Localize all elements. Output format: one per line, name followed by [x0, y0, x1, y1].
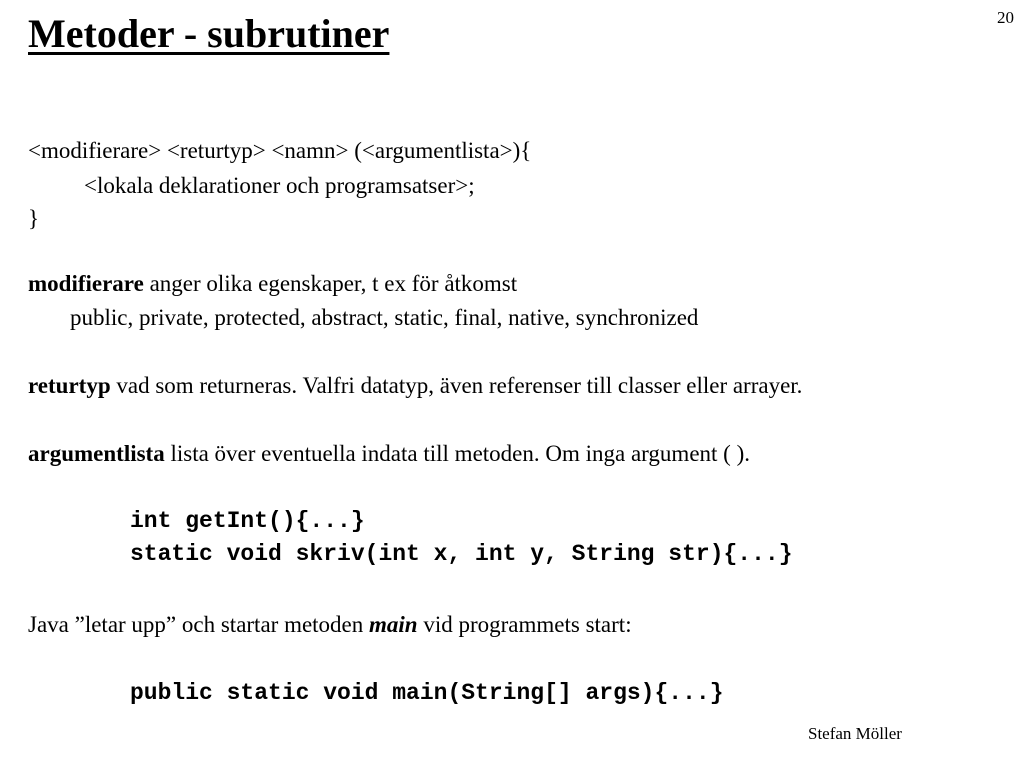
signature-line-1: <modifierare> <returtyp> <namn> (<argumentlista>){: [28, 138, 532, 163]
modifierare-list: public, private, protected, abstract, static, final, native, synchronized: [70, 305, 699, 330]
modifierare-text: anger olika egenskaper, t ex för åtkomst: [143, 271, 518, 296]
returtyp-term: returtyp: [28, 373, 111, 398]
argumentlista-term: argumentlista: [28, 441, 165, 466]
code-example-1: int getInt(){...}: [130, 508, 365, 534]
modifierare-paragraph: [28, 270, 517, 298]
argumentlista-text: lista över eventuella indata till metoden. Om inga argument ( ).: [164, 441, 750, 466]
modifierare-term: modifierare: [28, 271, 144, 296]
java-main-text-before: Java ”letar upp” och startar metoden: [28, 612, 370, 637]
code-example-2: static void skriv(int x, int y, String str){...}: [130, 541, 793, 567]
argumentlista-paragraph: [28, 440, 750, 468]
java-main-paragraph: [28, 611, 632, 639]
main-term: main: [369, 612, 418, 637]
signature-line-3: }: [28, 206, 40, 231]
page-number: 20: [997, 8, 1014, 27]
returtyp-paragraph: [28, 372, 802, 400]
java-main-text-after: vid programmets start:: [417, 612, 632, 637]
signature-line-2: <lokala deklarationer och programsatser>;: [84, 173, 475, 198]
returtyp-text: vad som returneras. Valfri datatyp, även referenser till classer eller arrayer.: [110, 373, 803, 398]
main-method-code: public static void main(String[] args){...}: [130, 680, 724, 706]
slide-title: Metoder - subrutiner: [28, 11, 390, 56]
author-name: Stefan Möller: [808, 724, 902, 743]
